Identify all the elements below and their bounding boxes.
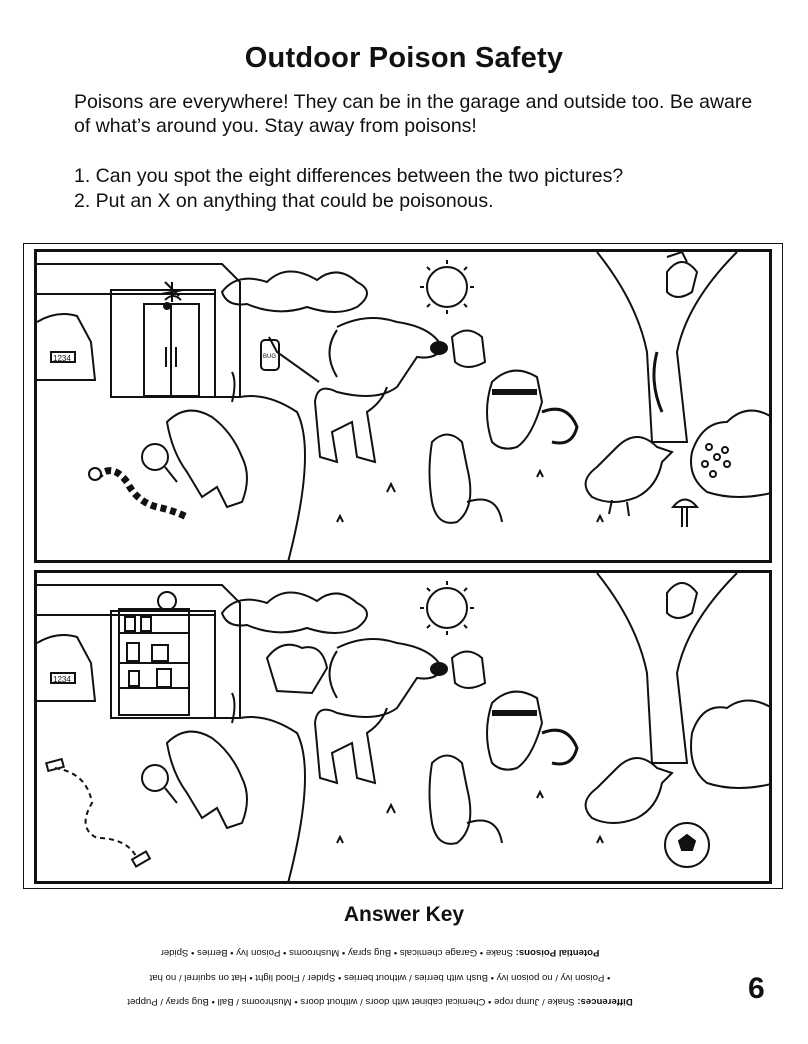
berries — [702, 444, 730, 477]
garage-door-frame — [111, 611, 215, 718]
duck — [586, 758, 672, 823]
car — [37, 635, 95, 701]
intro-paragraph: Poisons are everywhere! They can be in the garage and outside too. Be aware of what’s around you. Stay away from poisons! — [74, 91, 753, 137]
page-number: 6 — [748, 972, 765, 1005]
dog-nose — [431, 342, 447, 354]
cat-puppet — [452, 331, 485, 368]
instruction-2: 2. Put an X on anything that could be poisonous. — [74, 190, 494, 212]
sun — [427, 588, 467, 628]
spider — [164, 303, 170, 309]
answer-differences-line-1 — [60, 995, 700, 1007]
dog-puppet — [267, 645, 327, 693]
flood-light — [158, 592, 176, 610]
duck — [586, 437, 672, 502]
raccoon-tail — [542, 409, 577, 443]
sun — [427, 267, 467, 307]
fox — [430, 435, 471, 523]
raccoon — [487, 371, 542, 449]
squirrel-hat — [667, 252, 687, 262]
jump-rope — [55, 768, 137, 858]
differences-label: Differences: — [577, 996, 633, 1007]
magnifying-glass — [142, 765, 168, 791]
fox-tail — [467, 821, 502, 844]
answer-differences-line-2: • Poison ivy / no poison ivy • Bush with berries / without berries • Spider / Flood light • Hat on squirrel / no hat — [149, 972, 611, 983]
cloud — [222, 592, 367, 633]
bush — [691, 411, 772, 497]
top-picture — [34, 249, 772, 563]
monkey — [167, 732, 247, 828]
dog — [315, 318, 442, 462]
raccoon-tail — [542, 730, 577, 764]
dog-nose — [431, 663, 447, 675]
potential-text: Snake • Garage chemicals • Bug spray • Mushrooms • Poison Ivy • Berries • Spider — [160, 947, 516, 958]
bug-spray-label: BUG — [263, 354, 277, 360]
hill — [240, 396, 305, 563]
answer-key-heading: Answer Key — [343, 903, 465, 926]
dog-arm — [269, 337, 319, 382]
magnifying-glass — [142, 444, 168, 470]
spider-web — [161, 282, 183, 302]
poison-ivy — [654, 352, 662, 412]
monkey — [167, 411, 247, 507]
bottom-picture — [34, 570, 772, 884]
differences-text: Snake / Jump rope • Chemical cabinet with doors / without doors • Mushrooms / Ball • Bug spray / Puppet — [127, 996, 578, 1007]
dog-ear — [330, 651, 338, 698]
garage-roof — [37, 264, 240, 397]
bush — [691, 701, 772, 789]
cloud — [222, 271, 367, 312]
instruction-1: 1. Can you spot the eight differences between the two pictures? — [74, 165, 624, 187]
dog — [315, 639, 442, 783]
top-scene-drawing — [37, 252, 772, 563]
instructions-list — [74, 164, 774, 214]
mushrooms — [673, 500, 697, 528]
car — [37, 314, 95, 380]
answer-potential-poisons — [60, 946, 700, 958]
dog-ear — [330, 330, 338, 377]
squirrel — [667, 262, 697, 297]
page-title: Outdoor Poison Safety — [244, 42, 564, 74]
snake-head — [89, 468, 101, 480]
plate-text: 1234 — [53, 675, 71, 684]
jump-rope-handle — [46, 759, 64, 771]
fox — [430, 756, 471, 844]
plate-text: 1234 — [53, 354, 71, 363]
squirrel — [667, 583, 697, 618]
cat-puppet — [452, 652, 485, 689]
raccoon — [487, 692, 542, 770]
bottom-scene-drawing — [37, 573, 772, 884]
hill — [240, 717, 305, 884]
fox-tail — [467, 500, 502, 523]
potential-label: Potential Poisons: — [515, 947, 600, 958]
